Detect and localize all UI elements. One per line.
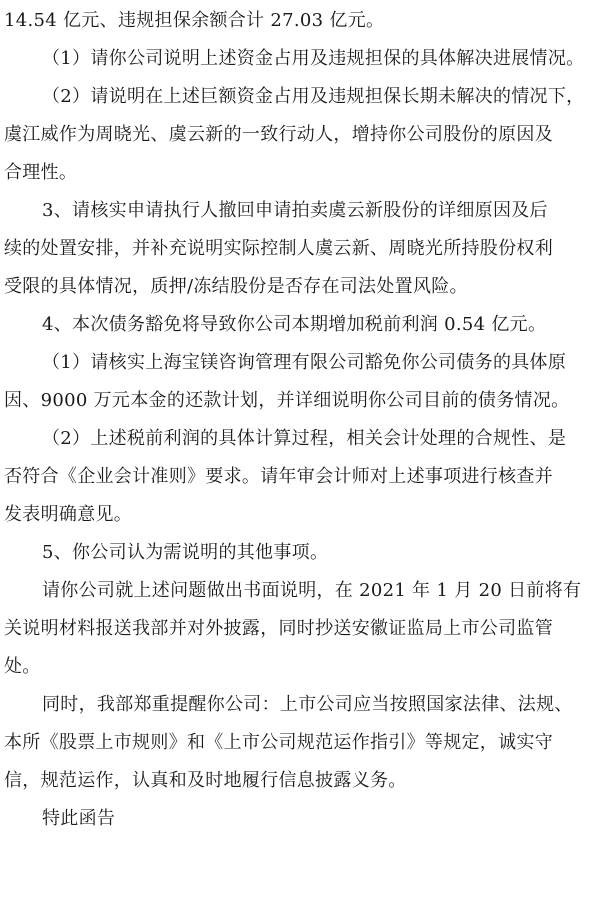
paragraph-item-1-2 bbox=[4, 78, 590, 192]
paragraph-continuation bbox=[4, 2, 590, 40]
text-line: 5、你公司认为需说明的其他事项。 bbox=[42, 542, 329, 563]
text-line: 续的处置安排，并补充说明实际控制人虞云新、周晓光所持股份权利 bbox=[4, 238, 553, 259]
text-line: 关说明材料报送我部并对外披露，同时抄送安徽证监局上市公司监管 bbox=[4, 618, 553, 639]
text-line: 受限的具体情况，质押/冻结股份是否存在司法处置风险。 bbox=[4, 276, 468, 297]
text-line: 14.54 亿元、违规担保余额合计 27.03 亿元。 bbox=[4, 10, 385, 31]
paragraph-deadline bbox=[4, 572, 590, 686]
text-line: 3、请核实申请执行人撤回申请拍卖虞云新股份的详细原因及后 bbox=[42, 200, 548, 221]
text-line: 4、本次债务豁免将导致你公司本期增加税前利润 0.54 亿元。 bbox=[42, 314, 547, 335]
text-line: 本所《股票上市规则》和《上市公司规范运作指引》等规定，诚实守 bbox=[4, 732, 553, 753]
paragraph-item-4-2 bbox=[4, 420, 590, 534]
text-line: 发表明确意见。 bbox=[4, 504, 133, 525]
paragraph-reminder bbox=[4, 686, 590, 800]
paragraph-closing bbox=[4, 800, 590, 838]
paragraph-item-4-1 bbox=[4, 344, 590, 420]
text-line: 信，规范运作，认真和及时地履行信息披露义务。 bbox=[4, 770, 407, 791]
paragraph-item-1-1 bbox=[4, 40, 590, 78]
text-line: 否符合《企业会计准则》要求。请年审会计师对上述事项进行核查并 bbox=[4, 466, 553, 487]
document-body bbox=[4, 2, 590, 838]
paragraph-item-4 bbox=[4, 306, 590, 344]
text-line: 虞江威作为周晓光、虞云新的一致行动人，增持你公司股份的原因及 bbox=[4, 124, 553, 145]
closing-line: 特此函告 bbox=[42, 808, 116, 829]
text-line: 同时，我部郑重提醒你公司：上市公司应当按照国家法律、法规、 bbox=[42, 694, 573, 715]
text-line: 因、9000 万元本金的还款计划，并详细说明你公司目前的债务情况。 bbox=[4, 390, 570, 411]
paragraph-item-3 bbox=[4, 192, 590, 306]
text-line: 合理性。 bbox=[4, 162, 78, 183]
text-line: 请你公司就上述问题做出书面说明，在 2021 年 1 月 20 日前将有 bbox=[42, 580, 582, 601]
text-line: 处。 bbox=[4, 656, 41, 677]
paragraph-item-5 bbox=[4, 534, 590, 572]
text-line: （1）请核实上海宝镁咨询管理有限公司豁免你公司债务的具体原 bbox=[42, 352, 567, 373]
text-line: （2）上述税前利润的具体计算过程，相关会计处理的合规性、是 bbox=[42, 428, 567, 449]
text-line: （1）请你公司说明上述资金占用及违规担保的具体解决进展情况。 bbox=[42, 48, 585, 69]
text-line: （2）请说明在上述巨额资金占用及违规担保长期未解决的情况下， bbox=[42, 86, 585, 107]
